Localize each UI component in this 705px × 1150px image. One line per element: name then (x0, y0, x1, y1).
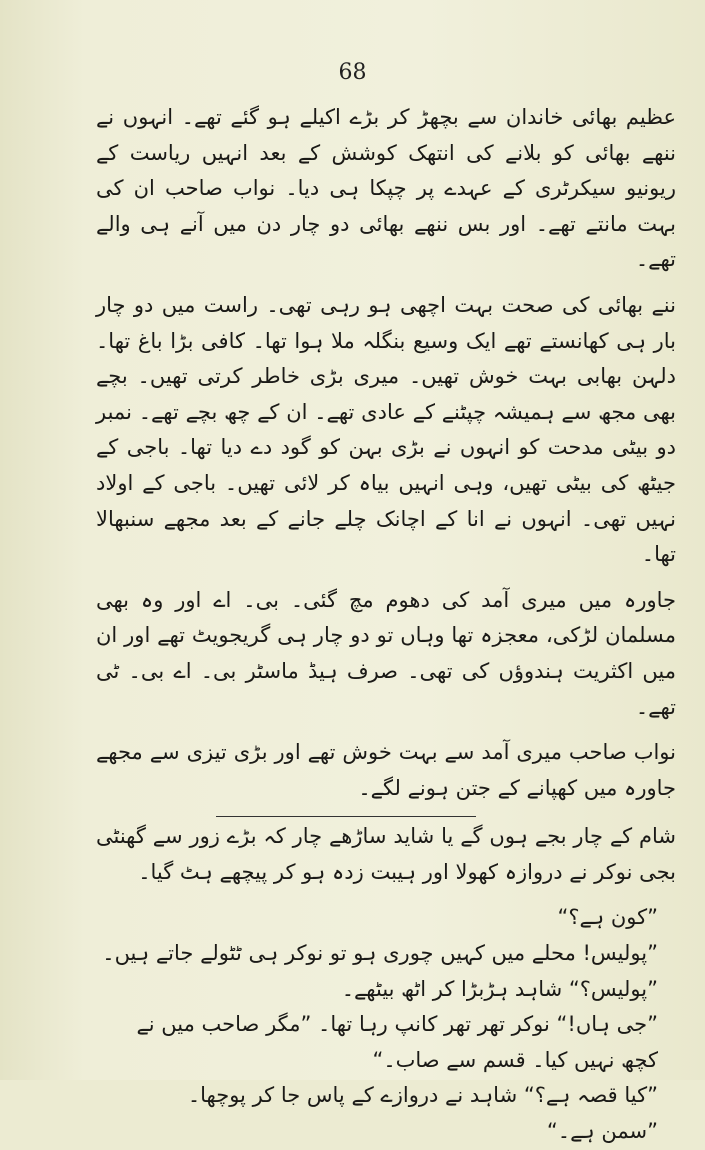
section2-paragraph: شام کے چار بجے ہوں گے یا شاید ساڑھے چار کہ بڑے زور سے گھنٹی بجی نوکر نے دروازہ کھولا اور ہیبت زدہ ہو کر پیچھے ہٹ گیا۔ (96, 824, 676, 884)
paragraph-1: عظیم بھائی خاندان سے بچھڑ کر بڑے اکیلے ہو گئے تھے۔ انہوں نے ننھے بھائی کو بلانے کی انتھک کوشش کے بعد انہیں ریاست کے ریونیو سیکرٹری کے عہدے پر چپکا ہی دیا۔ نواب صاحب ان کی بہت مانتے تھے۔ اور بس ننھے بھائی دو چار دن میں آنے ہی والے تھے۔ (96, 105, 676, 272)
dialogue-line-1: ”کون ہے؟“ (557, 905, 658, 930)
section-divider (216, 816, 476, 817)
paragraph-2: ننے بھائی کی صحت بہت اچھی ہو رہی تھی۔ راست میں دو چار بار ہی کھانستے تھے ایک وسیع بنگلہ ملا ہوا تھا۔ کافی بڑا باغ تھا۔ دلہن بھابی بہت خوش تھیں۔ میری بڑی خاطر کرتی تھیں۔ بچے بھی مجھ سے ہمیشہ چپٹنے کے عادی تھے۔ ان کے چھ بچے تھے۔ نمبر دو بیٹی مدحت کو انہوں نے بڑی بہن کو گود دے دیا تھا۔ باجی کے جیٹھ کی بیٹی تھیں، وہی انہیں بیاہ کر لائی تھیں۔ باجی کے اولاد نہیں تھی۔ انہوں نے انا کے اچانک چلے جانے کے بعد مجھے سنبھالا تھا۔ (96, 292, 676, 567)
dialogue-line-4: ”جی ہاں!“ نوکر تھر تھر کانپ رہا تھا۔ ”مگر صاحب میں نے کچھ نہیں کیا۔ قسم سے صاب۔“ (136, 1012, 658, 1072)
dialogue-line-2: ”پولیس! محلے میں کہیں چوری ہو تو نوکر ہی ٹٹولے جاتے ہیں۔ (102, 941, 658, 966)
dialogue-line-3: ”پولیس؟“ شاہد ہڑبڑا کر اٹھ بیٹھے۔ (341, 976, 658, 1001)
paragraph-3: جاورہ میں میری آمد کی دھوم مچ گئی۔ بی۔ اے اور وہ بھی مسلمان لڑکی، معجزہ تھا وہاں تو دو چار ہی گریجویٹ تھے اور ان میں اکثریت ہندوؤں کی تھی۔ صرف ہیڈ ماسٹر بی۔ اے بی۔ ٹی تھے۔ (96, 587, 676, 719)
paragraph-4: نواب صاحب میری آمد سے بہت خوش تھے اور بڑی تیزی سے مجھے جاورہ میں کھپانے کے جتن ہونے لگے۔ (96, 740, 676, 800)
page-number: 68 (338, 60, 367, 85)
page-body (96, 100, 676, 1150)
dialogue-line-5: ”کیا قصہ ہے؟“ شاہد نے دروازے کے پاس جا کر پوچھا۔ (187, 1083, 658, 1108)
dialogue-line-6: ”سمن ہے۔“ (546, 1119, 658, 1144)
